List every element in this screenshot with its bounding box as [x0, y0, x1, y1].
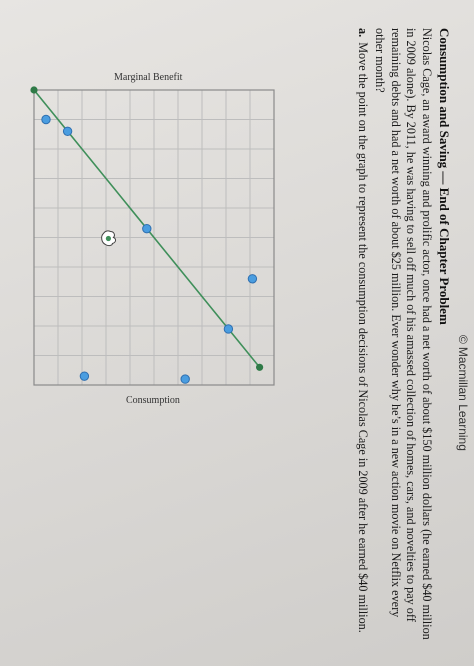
line-data-point[interactable]	[143, 224, 151, 232]
line-endpoint-end	[256, 364, 263, 371]
line-data-point[interactable]	[63, 127, 71, 135]
line-data-point[interactable]	[224, 325, 232, 333]
draggable-point[interactable]	[181, 375, 189, 383]
draggable-point[interactable]	[248, 275, 256, 283]
brand-name: Macmillan Learning	[456, 346, 470, 451]
draggable-point[interactable]	[80, 372, 88, 380]
draggable-point[interactable]	[42, 115, 50, 123]
cursor-held-point	[106, 236, 111, 241]
question-letter: a.	[356, 28, 370, 38]
hand-grab-cursor-icon	[102, 231, 116, 246]
graph-marks	[30, 86, 263, 383]
x-axis-label: Consumption	[126, 395, 180, 406]
y-axis-label: Marginal Benefit	[114, 72, 183, 83]
problem-title: Consumption and Saving — End of Chapter Problem	[437, 28, 452, 325]
question-text: Move the point on the graph to represent the consumption decisions of Nicolas Cage in 2009 after he earned $40 million.	[356, 42, 370, 633]
problem-text: Nicolas Cage, an award winning and prolific actor, once had a net worth of about $150 million dollars (he earned $40 million in 2009 alone). By 2011, he was having to sell off much of his amassed collection of homes, cars, and novelties to pay off remaining debts and had a net worth of about $25 million. Ever wonder why he’s in a new action movie on Netflix every other month?	[373, 28, 434, 640]
line-endpoint-start	[30, 86, 37, 93]
copyright-symbol: ©	[456, 335, 470, 344]
